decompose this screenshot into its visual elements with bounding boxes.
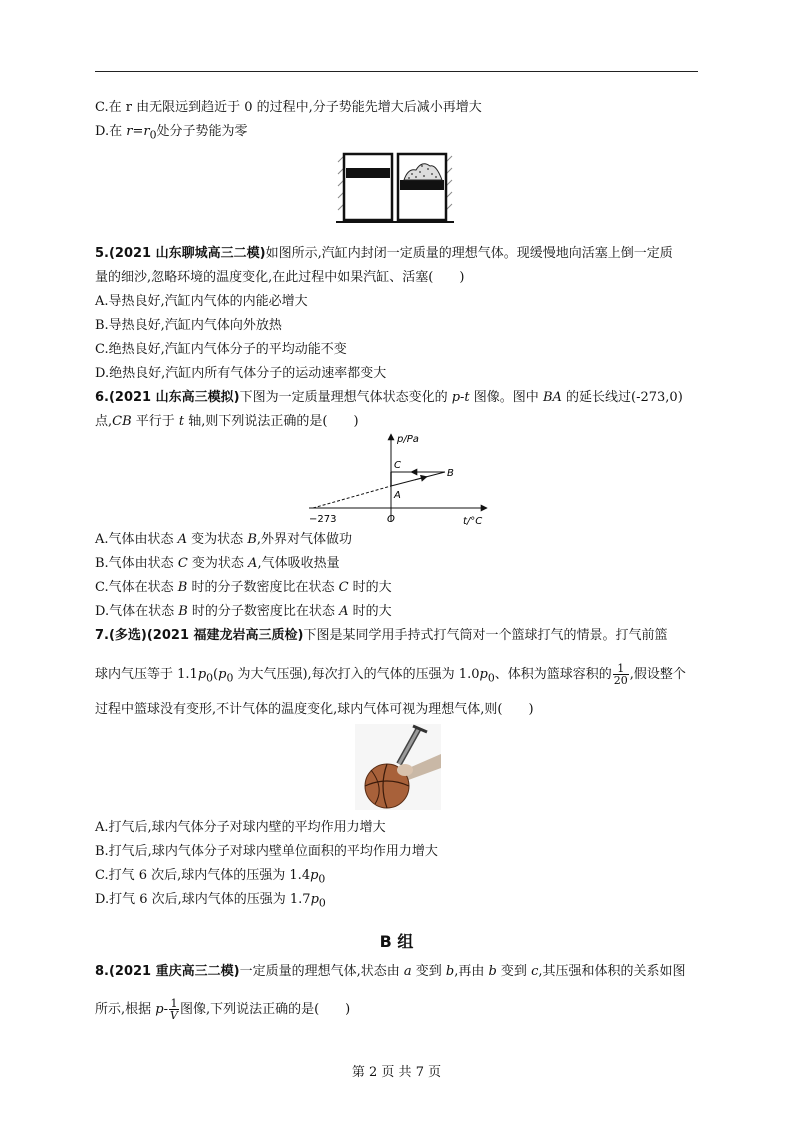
y-label: p/Pa	[397, 434, 419, 445]
fraction-1-20: $\frac{1}{20}$	[613, 662, 628, 687]
prev-option-d: D.在 $r=r_0$处分子势能为零	[95, 124, 248, 142]
q6-option-d: D.气体在状态 B 时的分子数密度比在状态 A 时的大	[95, 604, 392, 619]
header-rule	[95, 71, 698, 72]
q7-stem-line1: 7.(多选)(2021 福建龙岩高三质检)下图是某同学用手持式打气筒对一个篮球打气的情景。打气前篮	[95, 628, 668, 643]
section-heading-b: B 组	[379, 932, 414, 951]
point-c-label: C	[394, 460, 401, 471]
extension-dashed-line	[313, 486, 391, 508]
point-b-label: B	[447, 468, 454, 479]
page-footer: 第 2 页 共 7 页	[351, 1065, 442, 1080]
basketball-pump-photo	[355, 724, 441, 810]
q6-stem-line2: 点,CB 平行于 t 轴,则下列说法正确的是( )	[95, 414, 359, 429]
cylinder-figure	[336, 152, 454, 224]
origin-label: O	[387, 514, 395, 525]
q7-stem-line3: 过程中篮球没有变形,不计气体的温度变化,球内气体可视为理想气体,则( )	[95, 702, 534, 717]
arrow-ab	[415, 477, 427, 480]
q5-stem-line2: 量的细沙,忽略环境的温度变化,在此过程中如果汽缸、活塞( )	[95, 270, 465, 285]
q6-stem-line1: 6.(2021 山东高三模拟)下图为一定质量理想气体状态变化的 p-t 图像。图中 BA 的延长线过(-273,0)	[95, 390, 683, 405]
q8-stem-line2: 所示,根据 p- $\frac{1}{V}$ 图像,下列说法正确的是( )	[95, 997, 351, 1022]
q7-option-a: A.打气后,球内气体分子对球内壁的平均作用力增大	[95, 820, 386, 835]
q5-stem-line1: 5.(2021 山东聊城高三二模)如图所示,汽缸内封闭一定质量的理想气体。现缓慢地向活塞上倒一定质	[95, 246, 673, 261]
q7-stem-line2: 球内气压等于 $1.1p_0(p_0$ 为大气压强),每次打入的气体的压强为 $1.0p_0$、体积为篮球容积的 $\frac{1}{20}$ ,假设整个	[95, 662, 686, 687]
x-label: t/°C	[463, 516, 483, 527]
q6-option-a: A.气体由状态 A 变为状态 B,外界对气体做功	[95, 532, 353, 547]
q5-option-c: C.绝热良好,汽缸内气体分子的平均动能不变	[95, 342, 347, 357]
q7-option-d: D.打气 6 次后,球内气体的压强为 $1.7p_0$	[95, 892, 326, 910]
q8-stem-line1: 8.(2021 重庆高三二模)一定质量的理想气体,状态由 a 变到 b,再由 b 变到 c,其压强和体积的关系如图	[95, 964, 686, 979]
neg-tick-label: −273	[309, 514, 337, 525]
q7-option-c: C.打气 6 次后,球内气体的压强为 $1.4p_0$	[95, 868, 326, 886]
q5-option-a: A.导热良好,汽缸内气体的内能必增大	[95, 294, 308, 309]
fraction-1-v: $\frac{1}{V}$	[170, 997, 178, 1022]
q6-option-c: C.气体在状态 B 时的分子数密度比在状态 C 时的大	[95, 580, 392, 595]
q5-option-b: B.导热良好,汽缸内气体向外放热	[95, 318, 282, 333]
point-a-label: A	[394, 490, 401, 501]
pt-graph	[305, 430, 495, 528]
q6-option-b: B.气体由状态 C 变为状态 A,气体吸收热量	[95, 556, 340, 571]
q5-option-d: D.绝热良好,汽缸内所有气体分子的运动速率都变大	[95, 366, 387, 381]
q7-option-b: B.打气后,球内气体分子对球内壁单位面积的平均作用力增大	[95, 844, 438, 859]
prev-option-c: C.在 r 由无限远到趋近于 0 的过程中,分子势能先增大后减小再增大	[95, 100, 482, 115]
